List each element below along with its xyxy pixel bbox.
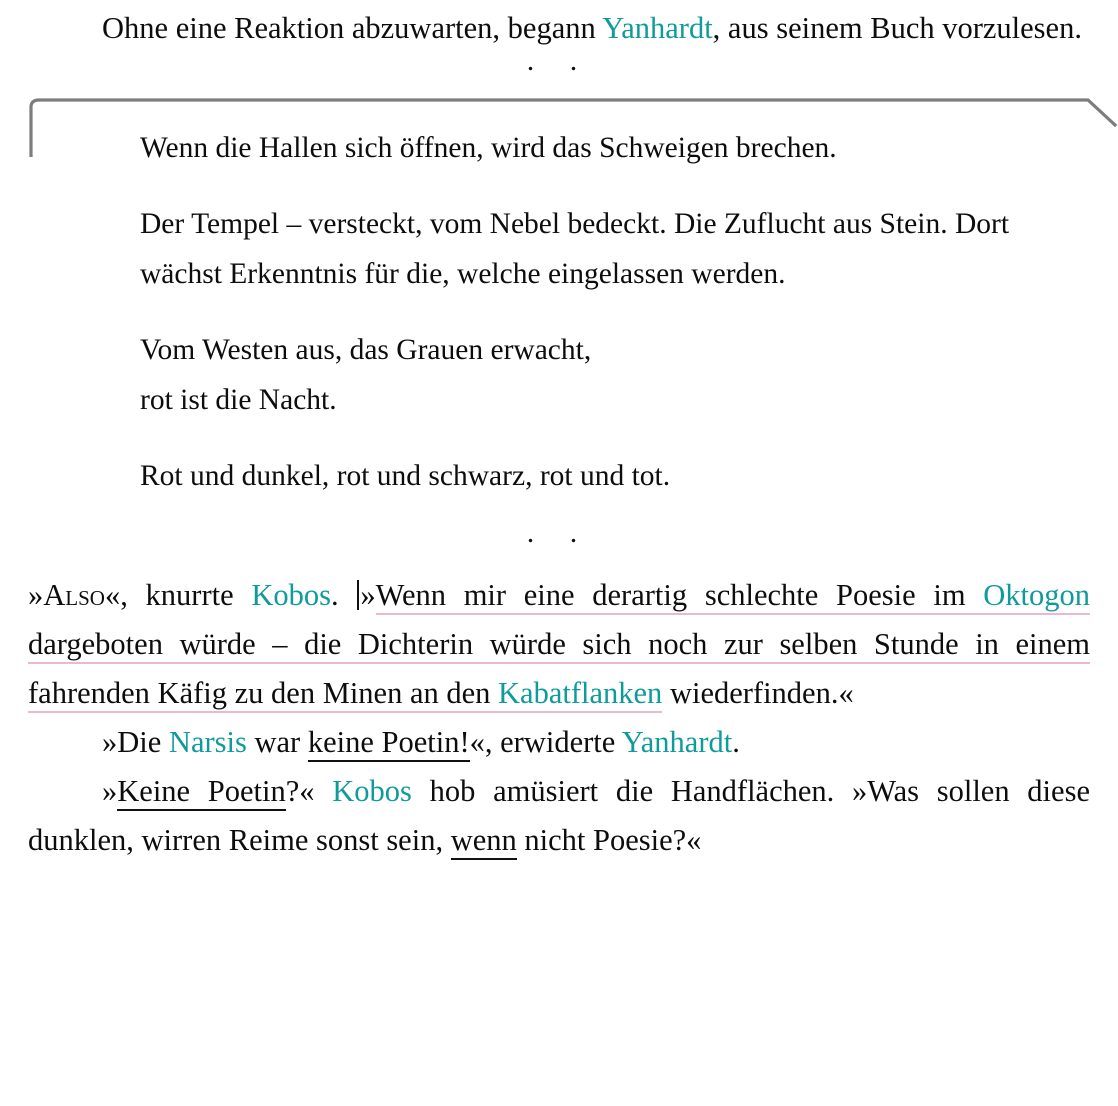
dialogue-2-end: . bbox=[732, 725, 740, 759]
place-name-oktogon: Oktogon bbox=[983, 578, 1090, 615]
dialogue-1-end: wiederfinden.« bbox=[662, 676, 854, 710]
quote-paragraph-4: Rot und dunkel, rot und schwarz, rot und tot. bbox=[140, 460, 671, 492]
dialogue-3-after-underline: ?« bbox=[285, 774, 333, 808]
separator-dots-2: . . bbox=[526, 516, 592, 549]
character-name-narsis: Narsis bbox=[168, 725, 247, 759]
underlined-phrase-1: keine Poetin! bbox=[308, 725, 470, 762]
section-separator-bottom bbox=[28, 516, 1090, 565]
character-name-kobos: Kobos bbox=[251, 578, 331, 612]
dialogue-2-open: »Die bbox=[102, 725, 169, 759]
underlined-phrase-2: Keine Poetin bbox=[117, 774, 286, 811]
dialogue-paragraph-3 bbox=[28, 767, 1090, 865]
intro-text-after: , aus seinem Buch vorzulesen. bbox=[712, 11, 1082, 45]
dialogue-1-after-also: «, knurrte bbox=[104, 578, 252, 612]
dialogue-3-end: nicht Poesie?« bbox=[516, 823, 702, 857]
dialogue-3-mid: hob amüsiert die Handflächen. »Was sollen diese dunklen, wirren Reime sonst sein, bbox=[28, 774, 1090, 857]
quote-paragraph-3 bbox=[140, 325, 1020, 425]
dialogue-1-period: . bbox=[331, 578, 357, 612]
quote-paragraph-3-line-1: Vom Westen aus, das Grauen erwacht, bbox=[140, 334, 592, 366]
intro-text-before: Ohne eine Reaktion abzuwarten, begann bbox=[102, 11, 603, 45]
section-separator-top bbox=[28, 44, 1090, 93]
spellcheck-span-1: Wenn mir eine derartig schlechte Poesie im bbox=[376, 578, 984, 615]
dialogue-paragraph-2 bbox=[28, 718, 1090, 767]
place-name-kabatflanken: Kabatflanken bbox=[498, 676, 662, 713]
dialogue-3-open: » bbox=[102, 774, 118, 808]
character-name-yanhardt-2: Yanhardt bbox=[621, 725, 733, 759]
dialogue-paragraph-1 bbox=[28, 571, 1090, 718]
separator-dots: . . bbox=[526, 44, 592, 77]
dialogue-2-after: «, erwiderte bbox=[469, 725, 622, 759]
quote-paragraph-1: Wenn die Hallen sich öffnen, wird das Schweigen brechen. bbox=[140, 132, 837, 164]
smallcaps-also: Also bbox=[43, 578, 105, 612]
character-name-kobos-2: Kobos bbox=[332, 774, 412, 808]
quoted-poem-block bbox=[28, 97, 1090, 511]
quote-paragraph-2: Der Tempel – versteckt, vom Nebel bedeckt. Die Zuflucht aus Stein. Dort wächst Erkenntnis für die, welche eingelassen werden. bbox=[140, 208, 1010, 290]
quote-paragraph-3-line-2: rot ist die Nacht. bbox=[140, 384, 337, 416]
quote-mark-open: » bbox=[28, 578, 44, 612]
underlined-phrase-3: wenn bbox=[451, 823, 517, 860]
dialogue-2-mid: war bbox=[246, 725, 308, 759]
character-name-yanhardt: Yanhardt bbox=[602, 11, 713, 45]
dialogue-1-quote-open: » bbox=[360, 578, 376, 612]
spellcheck-span-2: dargeboten würde – die Dichterin würde sich noch zur selben Stunde in einem fahrenden Käfig zu den Minen an den bbox=[28, 627, 1090, 713]
